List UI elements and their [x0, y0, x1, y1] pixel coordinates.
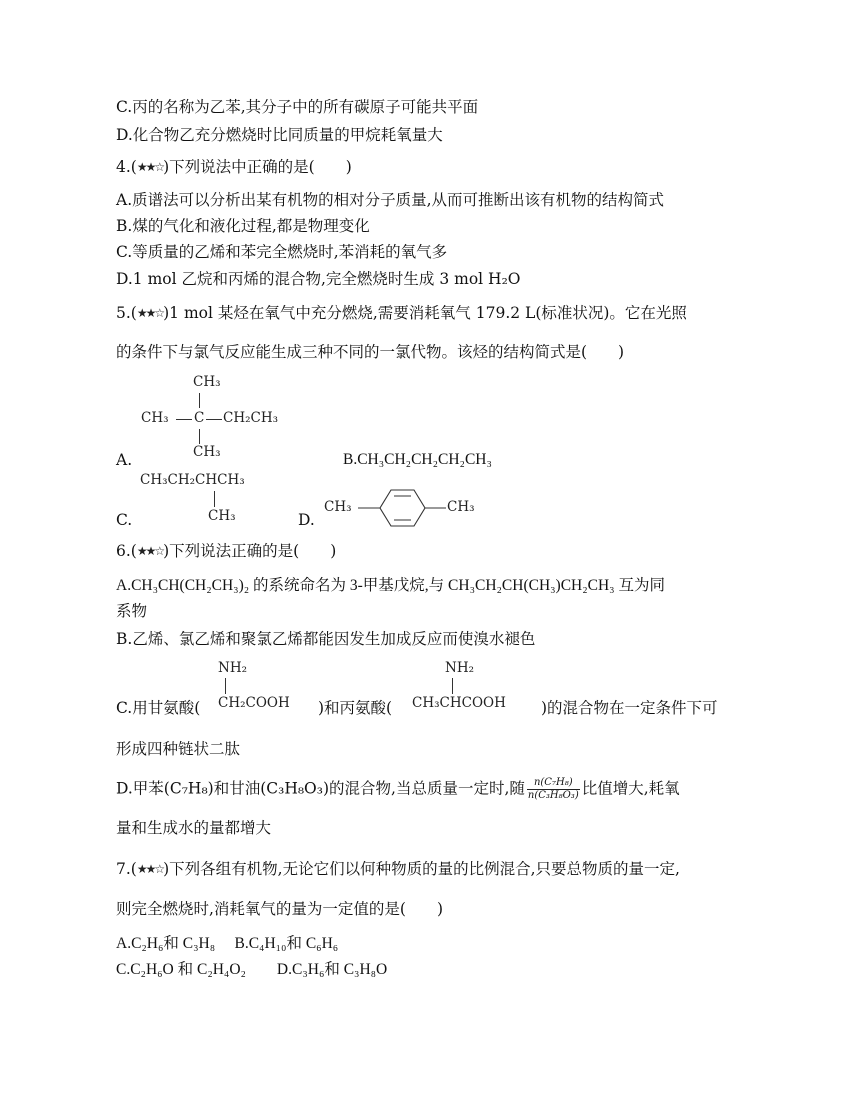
question-7-stem-cont: 则完全燃烧时,消耗氧气的量为一定值的是( )	[116, 900, 444, 918]
question-6-option-d: D.甲苯(C₇H₈)和甘油(C₃H₈O₃)的混合物,当总质量一定时,随 $\frac{\text{n(C₇H₈)}}{\text{n(C₃H₈O₃)}}$ 比值增大,耗氧	[116, 777, 680, 801]
bond-line	[452, 678, 453, 694]
bond-line	[206, 419, 222, 420]
struct-label: CH₂COOH	[218, 695, 290, 711]
struct-label: CH₂CH₃	[223, 410, 279, 426]
question-6-option-b: B.乙烯、氯乙烯和聚氯乙烯都能因发生加成反应而使溴水褪色	[116, 630, 536, 648]
difficulty-star-icon: ★★☆	[136, 306, 164, 320]
struct-label: CH₃	[141, 410, 169, 426]
question-4-option-c: C.等质量的乙烯和苯完全燃烧时,苯消耗的氧气多	[116, 243, 448, 261]
structure-a	[138, 374, 308, 464]
question-7-options-ab: A.C₂H₆和 C₃H₈ B.C₄H₁₀和 C₆H₆	[116, 935, 339, 952]
structure-glycine	[218, 660, 318, 715]
struct-label: CH₃CHCOOH	[412, 695, 506, 711]
struct-label: C	[194, 410, 205, 426]
struct-label: CH₃CH₂CHCH₃	[140, 472, 245, 488]
difficulty-star-icon: ★★☆	[136, 160, 164, 174]
struct-label: CH₃	[324, 499, 352, 515]
difficulty-star-icon: ★★☆	[136, 862, 164, 876]
question-6-option-c-mid: )和丙氨酸(	[318, 699, 393, 717]
question-4-option-b: B.煤的气化和液化过程,都是物理变化	[116, 217, 370, 235]
question-4-option-a: A.质谱法可以分析出某有机物的相对分子质量,从而可推断出该有机物的结构简式	[116, 191, 665, 209]
struct-label: CH₃	[193, 374, 221, 390]
question-6-stem: 6.(★★☆)下列说法正确的是( )	[116, 542, 337, 560]
question-6-option-c-cont: 形成四种链状二肽	[116, 740, 241, 758]
question-7-stem: 7.(★★☆)下列各组有机物,无论它们以何种物质的量的比例混合,只要总物质的量一定,	[116, 860, 680, 878]
option-text: C.丙的名称为乙苯,其分子中的所有碳原子可能共平面	[116, 98, 479, 116]
question-5-option-c-label: C.	[116, 511, 133, 529]
struct-label: NH₂	[218, 660, 247, 676]
question-6-option-a: A.CH₃CH(CH₂CH₃)₂ 的系统命名为 3-甲基戊烷,与 CH₃CH₂CH(CH₃)CH₂CH₃ 互为同	[116, 577, 665, 594]
struct-label: CH₃	[447, 499, 475, 515]
question-5-stem: 5.(★★☆)1 mol 某烃在氧气中充分燃烧,需要消耗氧气 179.2 L(标准状况)。它在光照	[116, 304, 687, 322]
structure-d	[322, 486, 492, 530]
struct-label: CH₃	[208, 508, 236, 524]
question-4-option-d: D.1 mol 乙烷和丙烯的混合物,完全燃烧时生成 3 mol H₂O	[116, 270, 521, 288]
question-5-stem-cont: 的条件下与氯气反应能生成三种不同的一氯代物。该烃的结构简式是( )	[116, 343, 625, 361]
question-6-option-a-cont: 系物	[116, 602, 148, 620]
bond-line	[214, 491, 215, 507]
question-5-option-d-label: D.	[298, 511, 315, 529]
difficulty-star-icon: ★★☆	[136, 544, 164, 558]
bond-line	[225, 678, 226, 694]
question-6-option-c-post: )的混合物在一定条件下可	[541, 699, 718, 717]
bond-line	[199, 429, 200, 444]
fraction: $\frac{\text{n(C₇H₈)}}{\text{n(C₃H₈O₃)}}$	[527, 777, 579, 801]
bond-line	[176, 419, 192, 420]
question-7-options-cd: C.C₂H₆O 和 C₂H₄O₂ D.C₃H₆和 C₃H₈O	[116, 961, 388, 978]
struct-label: CH₃	[193, 444, 221, 460]
structure-alanine	[412, 660, 542, 715]
bond-line	[199, 393, 200, 408]
option-text: D.化合物乙充分燃烧时比同质量的甲烷耗氧量大	[116, 126, 443, 144]
question-6-option-c-pre: C.用甘氨酸(	[116, 699, 201, 717]
struct-label: NH₂	[445, 660, 474, 676]
question-5-option-a-label: A.	[116, 451, 133, 469]
question-5-option-b: B.CH₃CH₂CH₂CH₂CH₃	[343, 451, 492, 468]
structure-c	[140, 472, 290, 527]
question-4-stem: 4.(★★☆)下列说法中正确的是( )	[116, 158, 352, 176]
question-6-option-d-cont: 量和生成水的量都增大	[116, 819, 272, 837]
